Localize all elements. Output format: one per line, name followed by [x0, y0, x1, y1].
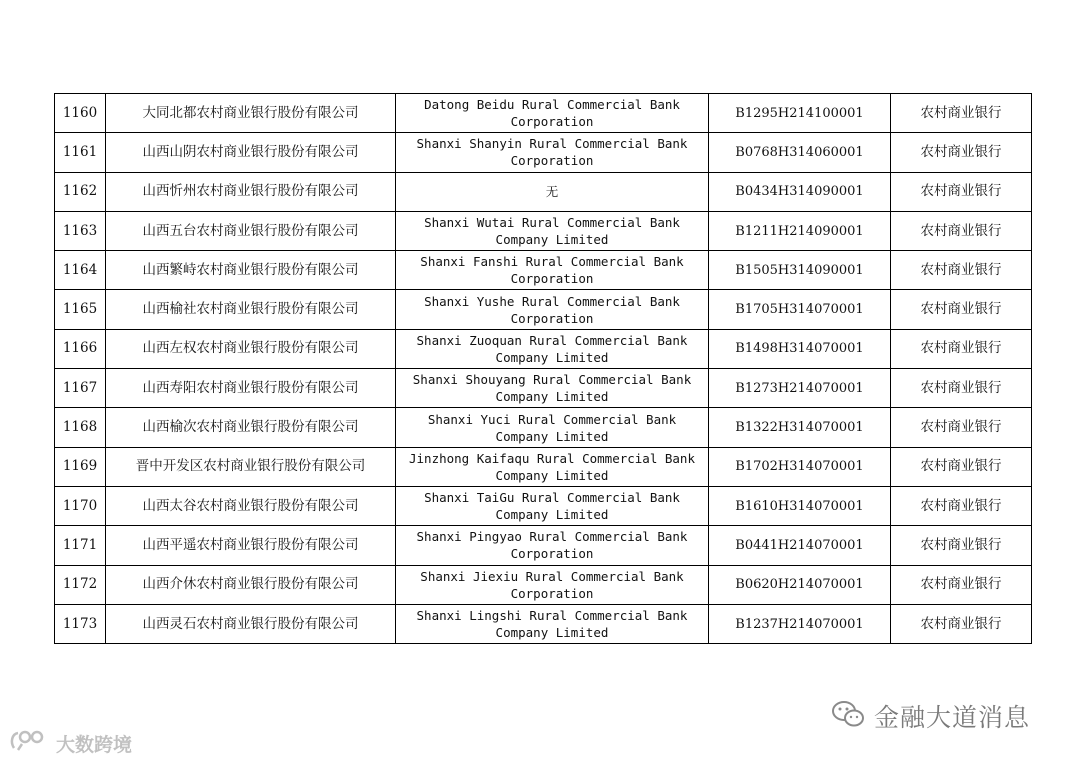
bank-name-cn-cell: 山西忻州农村商业银行股份有限公司	[106, 172, 396, 211]
row-number-cell: 1169	[55, 447, 106, 486]
bank-name-en-cell: Jinzhong Kaifaqu Rural Commercial Bank Company Limited	[396, 447, 709, 486]
bank-list-table	[54, 93, 1032, 644]
row-number-cell: 1166	[55, 329, 106, 368]
table-row	[55, 526, 1032, 565]
bank-name-en-cell: Shanxi TaiGu Rural Commercial Bank Company Limited	[396, 486, 709, 525]
row-number-cell: 1161	[55, 133, 106, 172]
bank-name-cn-cell: 大同北都农村商业银行股份有限公司	[106, 94, 396, 133]
institution-type-cell: 农村商业银行	[891, 565, 1032, 604]
bank-name-en-cell: Shanxi Jiexiu Rural Commercial Bank Corporation	[396, 565, 709, 604]
table-row	[55, 408, 1032, 447]
table-row	[55, 133, 1032, 172]
bank-name-en-cell: Shanxi Zuoquan Rural Commercial Bank Company Limited	[396, 329, 709, 368]
bank-name-en-cell: Datong Beidu Rural Commercial Bank Corporation	[396, 94, 709, 133]
bank-name-cn-cell: 山西榆社农村商业银行股份有限公司	[106, 290, 396, 329]
row-number-cell: 1171	[55, 526, 106, 565]
table-row	[55, 290, 1032, 329]
bank-name-cn-cell: 山西繁峙农村商业银行股份有限公司	[106, 251, 396, 290]
institution-type-cell: 农村商业银行	[891, 408, 1032, 447]
license-code-cell: B1237H214070001	[709, 604, 891, 643]
table-row	[55, 329, 1032, 368]
bank-name-en-cell: Shanxi Shouyang Rural Commercial Bank Company Limited	[396, 369, 709, 408]
table-row	[55, 94, 1032, 133]
row-number-cell: 1162	[55, 172, 106, 211]
watermark-source	[830, 698, 1030, 734]
license-code-cell: B0441H214070001	[709, 526, 891, 565]
institution-type-cell: 农村商业银行	[891, 251, 1032, 290]
license-code-cell: B1295H214100001	[709, 94, 891, 133]
table-row	[55, 172, 1032, 211]
institution-type-cell: 农村商业银行	[891, 172, 1032, 211]
license-code-cell: B1322H314070001	[709, 408, 891, 447]
bank-name-en-cell: Shanxi Fanshi Rural Commercial Bank Corporation	[396, 251, 709, 290]
table-row	[55, 251, 1032, 290]
row-number-cell: 1172	[55, 565, 106, 604]
table-row	[55, 565, 1032, 604]
license-code-cell: B1273H214070001	[709, 369, 891, 408]
institution-type-cell: 农村商业银行	[891, 133, 1032, 172]
institution-type-cell: 农村商业银行	[891, 486, 1032, 525]
institution-type-cell: 农村商业银行	[891, 369, 1032, 408]
brand-logo-icon	[8, 728, 52, 758]
table-row	[55, 211, 1032, 250]
license-code-cell: B0434H314090001	[709, 172, 891, 211]
institution-type-cell: 农村商业银行	[891, 94, 1032, 133]
row-number-cell: 1168	[55, 408, 106, 447]
bank-name-en-cell: Shanxi Yushe Rural Commercial Bank Corporation	[396, 290, 709, 329]
row-number-cell: 1170	[55, 486, 106, 525]
watermark-brand-text: 大数跨境	[56, 733, 133, 756]
bank-name-cn-cell: 山西太谷农村商业银行股份有限公司	[106, 486, 396, 525]
row-number-cell: 1163	[55, 211, 106, 250]
license-code-cell: B0620H214070001	[709, 565, 891, 604]
bank-name-cn-cell: 山西榆次农村商业银行股份有限公司	[106, 408, 396, 447]
bank-name-cn-cell: 山西寿阳农村商业银行股份有限公司	[106, 369, 396, 408]
license-code-cell: B1211H214090001	[709, 211, 891, 250]
bank-name-en-cell: Shanxi Lingshi Rural Commercial Bank Company Limited	[396, 604, 709, 643]
bank-name-cn-cell: 晋中开发区农村商业银行股份有限公司	[106, 447, 396, 486]
row-number-cell: 1167	[55, 369, 106, 408]
bank-name-cn-cell: 山西介休农村商业银行股份有限公司	[106, 565, 396, 604]
bank-name-cn-cell: 山西平遥农村商业银行股份有限公司	[106, 526, 396, 565]
license-code-cell: B1610H314070001	[709, 486, 891, 525]
bank-name-en-cell: Shanxi Pingyao Rural Commercial Bank Corporation	[396, 526, 709, 565]
institution-type-cell: 农村商业银行	[891, 329, 1032, 368]
watermark-brand	[8, 728, 132, 758]
institution-type-cell: 农村商业银行	[891, 526, 1032, 565]
institution-type-cell: 农村商业银行	[891, 290, 1032, 329]
license-code-cell: B1705H314070001	[709, 290, 891, 329]
license-code-cell: B1505H314090001	[709, 251, 891, 290]
table-row	[55, 447, 1032, 486]
table-row	[55, 369, 1032, 408]
row-number-cell: 1173	[55, 604, 106, 643]
wechat-icon	[830, 699, 866, 733]
institution-type-cell: 农村商业银行	[891, 604, 1032, 643]
bank-name-cn-cell: 山西五台农村商业银行股份有限公司	[106, 211, 396, 250]
institution-type-cell: 农村商业银行	[891, 211, 1032, 250]
license-code-cell: B1498H314070001	[709, 329, 891, 368]
row-number-cell: 1165	[55, 290, 106, 329]
watermark-source-text: 金融大道消息	[874, 703, 1031, 732]
table-body	[55, 94, 1032, 644]
bank-name-en-cell: 无	[396, 172, 709, 211]
bank-name-cn-cell: 山西山阴农村商业银行股份有限公司	[106, 133, 396, 172]
institution-type-cell: 农村商业银行	[891, 447, 1032, 486]
row-number-cell: 1164	[55, 251, 106, 290]
row-number-cell: 1160	[55, 94, 106, 133]
bank-name-cn-cell: 山西左权农村商业银行股份有限公司	[106, 329, 396, 368]
license-code-cell: B1702H314070001	[709, 447, 891, 486]
bank-name-en-cell: Shanxi Yuci Rural Commercial Bank Company Limited	[396, 408, 709, 447]
bank-name-en-cell: Shanxi Wutai Rural Commercial Bank Company Limited	[396, 211, 709, 250]
bank-name-en-cell: Shanxi Shanyin Rural Commercial Bank Corporation	[396, 133, 709, 172]
table-row	[55, 604, 1032, 643]
license-code-cell: B0768H314060001	[709, 133, 891, 172]
bank-name-cn-cell: 山西灵石农村商业银行股份有限公司	[106, 604, 396, 643]
table-row	[55, 486, 1032, 525]
